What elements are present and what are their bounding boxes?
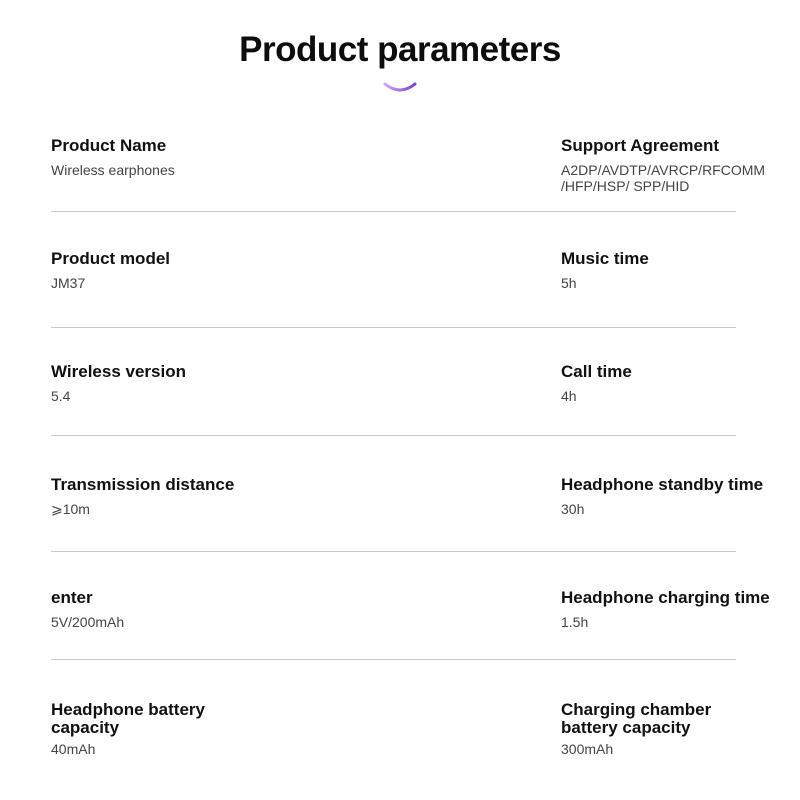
param-value: 30h [561, 501, 585, 517]
param-value: 40mAh [51, 741, 96, 757]
param-value: JM37 [51, 275, 86, 291]
row-divider [51, 211, 736, 212]
param-label-continued: battery capacity [561, 718, 691, 737]
row-divider [51, 435, 736, 436]
param-product-model [51, 250, 351, 291]
param-product-name [51, 137, 351, 178]
param-label: Support Agreement [561, 136, 720, 155]
row-divider [51, 551, 736, 552]
param-label: enter [51, 588, 93, 607]
title-swoosh-decoration [380, 76, 420, 96]
param-wireless-version [51, 363, 351, 404]
param-value: 5.4 [51, 388, 71, 404]
param-label: Product model [51, 249, 171, 268]
param-headphone-charging-time [561, 589, 796, 630]
param-enter [51, 589, 351, 630]
param-label: Product Name [51, 136, 167, 155]
param-value: Wireless earphones [51, 162, 175, 178]
row-divider [51, 659, 736, 660]
param-value: 300mAh [561, 741, 614, 757]
param-label: Wireless version [51, 362, 186, 381]
page-title: Product parameters [239, 30, 561, 69]
param-label: Call time [561, 362, 632, 381]
param-label: Headphone battery [51, 700, 205, 719]
param-label: Charging chamber [561, 700, 712, 719]
param-headphone-standby-time [561, 476, 796, 517]
param-value: 5h [561, 275, 577, 291]
param-support-agreement [561, 137, 796, 194]
param-value: 5V/200mAh [51, 614, 125, 630]
param-value: 1.5h [561, 614, 589, 630]
param-label: Headphone standby time [561, 475, 764, 494]
param-value: 4h [561, 388, 577, 404]
param-value: A2DP/AVDTP/AVRCP/RFCOMM [561, 162, 766, 178]
param-value: ⩾10m [51, 501, 90, 517]
param-headphone-battery-capacity [51, 701, 351, 757]
row-divider [51, 327, 736, 328]
param-call-time [561, 363, 796, 404]
param-label: Headphone charging time [561, 588, 770, 607]
param-label: Music time [561, 249, 649, 268]
param-value-continued: /HFP/HSP/ SPP/HID [561, 178, 690, 194]
param-transmission-distance [51, 476, 351, 517]
param-music-time [561, 250, 796, 291]
param-label: Transmission distance [51, 475, 235, 494]
param-label-continued: capacity [51, 718, 120, 737]
param-charging-chamber-battery-capacity [561, 701, 796, 757]
